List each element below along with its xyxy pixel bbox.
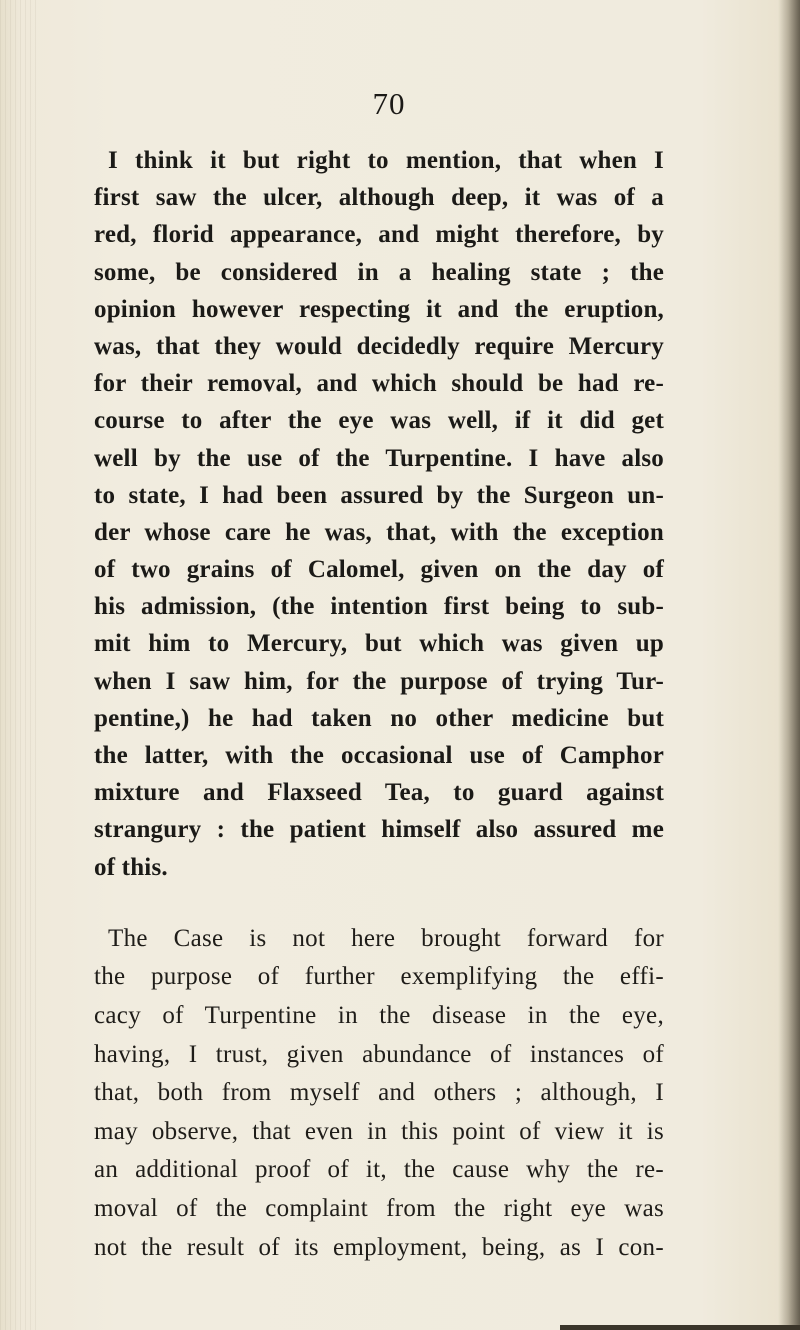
text-line: of this.	[94, 853, 168, 881]
text-line: not the result of its employment, being, as I con-	[94, 1233, 664, 1261]
text-line: that, both from myself and others ; although, I	[94, 1079, 664, 1107]
text-line: cacy of Turpentine in the disease in the eye,	[94, 1001, 664, 1029]
text-line: the latter, with the occasional use of Camphor	[94, 742, 664, 769]
text-line: red, florid appearance, and might therefore, by	[94, 221, 664, 249]
text-line: mit him to Mercury, but which was given up	[94, 630, 664, 658]
text-line: I think it but right to mention, that when I	[108, 147, 664, 174]
text-line: his admission, (the intention first being to sub-	[94, 593, 664, 621]
paragraph	[94, 142, 664, 886]
body-text	[94, 142, 664, 1267]
text-line: well by the use of the Turpentine. I have also	[94, 444, 664, 472]
paragraph-gap	[94, 886, 664, 920]
paragraph	[94, 920, 664, 1267]
text-line: to state, I had been assured by the Surgeon un-	[94, 481, 664, 509]
text-line: of two grains of Calomel, given on the day of	[94, 556, 664, 584]
text-line: for their removal, and which should be had re-	[94, 370, 664, 398]
text-line: was, that they would decidedly require Mercury	[94, 332, 664, 360]
text-line: the purpose of further exemplifying the effi-	[94, 963, 664, 991]
text-line: der whose care he was, that, with the exception	[94, 518, 664, 546]
text-line: pentine,) he had taken no other medicine but	[94, 704, 664, 732]
text-line: course to after the eye was well, if it did get	[94, 407, 664, 435]
text-line: when I saw him, for the purpose of trying Tur-	[94, 667, 664, 695]
text-line: The Case is not here brought forward for	[108, 924, 664, 952]
text-line: opinion however respecting it and the eruption,	[94, 295, 664, 323]
page-number: 70	[372, 86, 406, 121]
page-edge-shadow	[778, 0, 800, 1330]
text-line: strangury : the patient himself also assured me	[94, 816, 664, 844]
text-line: an additional proof of it, the cause why the re-	[94, 1156, 664, 1184]
text-line: mixture and Flaxseed Tea, to guard against	[94, 779, 664, 807]
text-line: moval of the complaint from the right eye was	[94, 1194, 664, 1222]
bottom-edge-mark	[560, 1325, 800, 1330]
text-line: having, I trust, given abundance of instances of	[94, 1040, 664, 1068]
text-line: first saw the ulcer, although deep, it was of a	[94, 184, 664, 212]
text-line: may observe, that even in this point of view it is	[94, 1117, 664, 1145]
binding-edge	[0, 0, 40, 1330]
text-line: some, be considered in a healing state ; the	[94, 258, 664, 286]
